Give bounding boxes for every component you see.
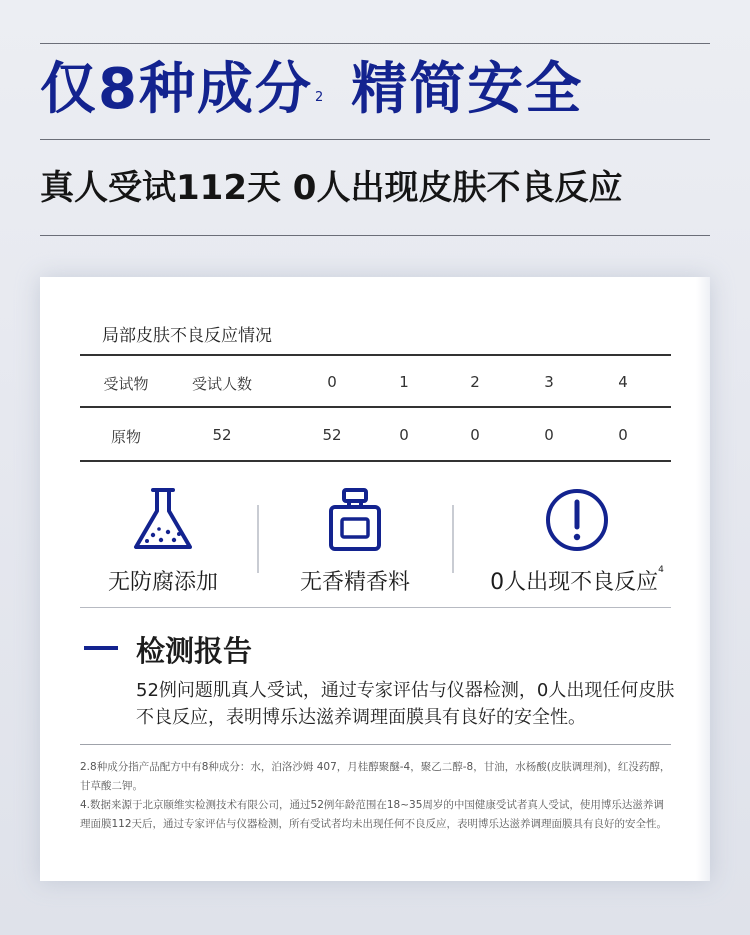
page-subtitle: 真人受试112天 0人出现皮肤不良反应 [40, 168, 623, 208]
middle-rule [40, 139, 710, 140]
section-divider [80, 607, 671, 608]
table-header-cell: 1 [399, 373, 409, 391]
title-main: 仅8种成分 [40, 57, 313, 122]
bottom-rule [40, 235, 710, 236]
feature-divider [452, 505, 454, 573]
top-rule [40, 43, 710, 44]
perfume-bottle-icon [327, 487, 383, 553]
report-text: 52例问题肌真人受试，通过专家评估与仪器检测，0人出现任何皮肤不良反应，表明博乐达滋养调理面膜具有良好的安全性。 [136, 680, 675, 728]
report-dash [84, 646, 118, 650]
table-header-cell: 0 [327, 373, 337, 391]
feature-zero-reaction [482, 487, 672, 596]
table-bottom-line [80, 460, 671, 462]
report-title: 检测报告 [136, 634, 253, 668]
footnote-2: 2.8种成分指产品配方中有8种成分：水，泊洛沙姆 407，月桂醇聚醚-4，聚乙二醇-8，甘油，水杨酸(皮肤调理剂)，红没药醇，甘草酸二钾。 [80, 761, 671, 792]
table-header-cell: 3 [544, 373, 554, 391]
exclamation-circle-icon [544, 487, 610, 553]
feature-no-preservative [68, 487, 258, 596]
table-cell: 52 [212, 426, 232, 444]
title-footnote-marker: 2 [314, 90, 326, 105]
feature-label-text: 0人出现不良反应 [490, 570, 659, 595]
table-cell: 0 [470, 426, 480, 444]
card-edge [696, 277, 710, 881]
table-header-cell: 4 [618, 373, 628, 391]
feature-label: 无防腐添加 [107, 570, 218, 595]
table-cell: 0 [399, 426, 409, 444]
table-header-cell: 受试人数 [191, 375, 252, 393]
info-card [40, 277, 710, 881]
feature-footnote-marker: 4 [658, 565, 664, 575]
title-tail: 精简安全 [351, 57, 584, 122]
table-cell: 0 [618, 426, 628, 444]
table-cell: 原物 [110, 428, 141, 446]
table-title: 局部皮肤不良反应情况 [102, 326, 272, 346]
footnote-4: 4.数据来源于北京颐维实检测技术有限公司，通过52例年龄范围在18~35周岁的中国健康受试者真人受试，使用博乐达滋养调理面膜112天后，通过专家评估与仪器检测，所有受试者均未出现任何不良反应，表明博乐达滋养调理面膜具有良好的安全性。 [80, 799, 668, 830]
flask-icon [131, 487, 195, 553]
page-title [40, 50, 583, 130]
feature-divider [257, 505, 259, 573]
table-top-line [80, 354, 671, 356]
table-cell: 0 [544, 426, 554, 444]
table-header-line [80, 406, 671, 408]
table-header-cell: 受试物 [103, 375, 149, 393]
footnote-divider [80, 744, 671, 745]
feature-label: 无香精香料 [299, 570, 410, 595]
table-cell: 52 [322, 426, 342, 444]
feature-label [482, 565, 672, 596]
feature-no-fragrance [260, 487, 450, 596]
table-header-cell: 2 [470, 373, 480, 391]
